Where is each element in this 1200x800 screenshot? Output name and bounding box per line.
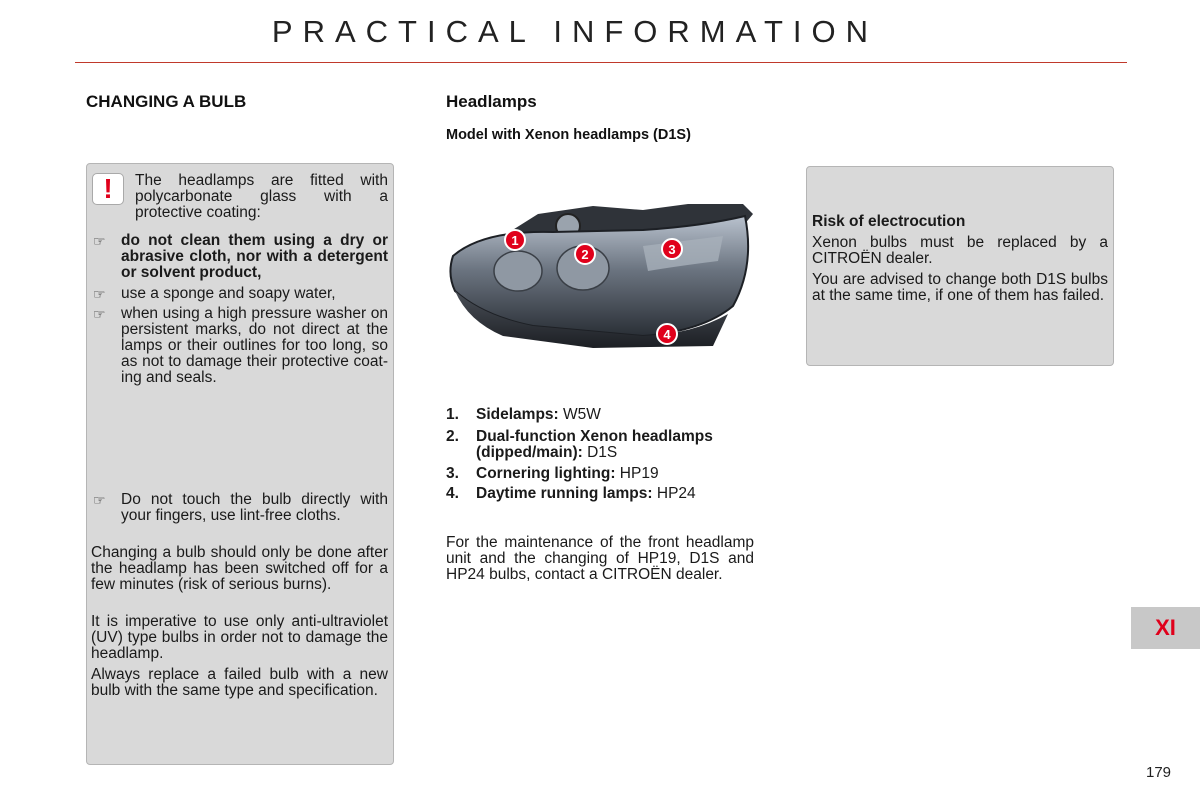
callout-4-label: 4: [663, 327, 671, 342]
pointing-hand-icon: ☞: [93, 492, 106, 508]
headlamp-illustration: [443, 196, 759, 366]
callout-2-marker: [575, 244, 595, 264]
bullet-pressure-washer: when using a high pressure washer on persistent marks, do not direct at the lamps or their outlines for too long, so as not to damage their protective coat-ing and seals.: [121, 305, 388, 386]
para-replace-failed: Always replace a failed bulb with a new bulb with the same type and specification.: [91, 666, 388, 699]
callout-3-marker: [662, 239, 682, 259]
list-text: Cornering lighting: HP19: [476, 465, 659, 482]
pointing-hand-icon: ☞: [93, 306, 106, 322]
callout-1-label: 1: [511, 233, 519, 248]
electrocution-para-1: Xenon bulbs must be replaced by a CITROËN dealer.: [812, 234, 1108, 267]
list-text: Dual-function Xenon headlamps (dipped/main): D1S: [476, 428, 713, 461]
callout-1-marker: [505, 230, 525, 250]
para-changing-bulb: Changing a bulb should only be done after the headlamp has been switched off for a few minutes (risk of serious burns).: [91, 544, 388, 593]
intro-text: The headlamps are fitted with polycarbonate glass with a protective coating:: [135, 172, 388, 221]
subheading-xenon: Model with Xenon headlamps (D1S): [446, 127, 691, 143]
electrocution-para-2: You are advised to change both D1S bulbs at the same time, if one of them has failed.: [812, 271, 1108, 304]
bullet-no-abrasive: do not clean them using a dry or abrasive cloth, nor with a detergent or solvent product,: [121, 232, 388, 281]
para-uv-bulbs: It is imperative to use only anti-ultraviolet (UV) type bulbs in order not to damage the headlamp.: [91, 613, 388, 662]
list-number: 4.: [446, 485, 459, 502]
electrocution-title: Risk of electrocution: [812, 213, 966, 230]
callout-2-label: 2: [581, 247, 589, 262]
list-number: 1.: [446, 406, 459, 423]
list-text: Daytime running lamps: HP24: [476, 485, 696, 502]
pointing-hand-icon: ☞: [93, 233, 106, 249]
page-number: 179: [1146, 764, 1172, 781]
list-number: 3.: [446, 465, 459, 482]
list-number: 2.: [446, 428, 459, 445]
list-text: Sidelamps: W5W: [476, 406, 601, 423]
title-rule: [75, 62, 1127, 63]
section-heading-headlamps: Headlamps: [446, 92, 537, 111]
warning-icon: !: [92, 173, 124, 205]
callout-4-marker: [657, 324, 677, 344]
callout-3-label: 3: [668, 242, 676, 257]
section-heading-changing-bulb: CHANGING A BULB: [86, 92, 247, 111]
bullet-do-not-touch: Do not touch the bulb directly with your fingers, use lint-free cloths.: [121, 491, 388, 524]
maintenance-text: For the maintenance of the front headlamp unit and the changing of HP19, D1S and HP24 bulbs, contact a CITROËN dealer.: [446, 534, 754, 583]
page-title: PRACTICAL INFORMATION: [271, 14, 879, 49]
bullet-sponge: use a sponge and soapy water,: [121, 285, 336, 302]
pointing-hand-icon: ☞: [93, 286, 106, 302]
chapter-tab[interactable]: XI: [1131, 607, 1200, 649]
